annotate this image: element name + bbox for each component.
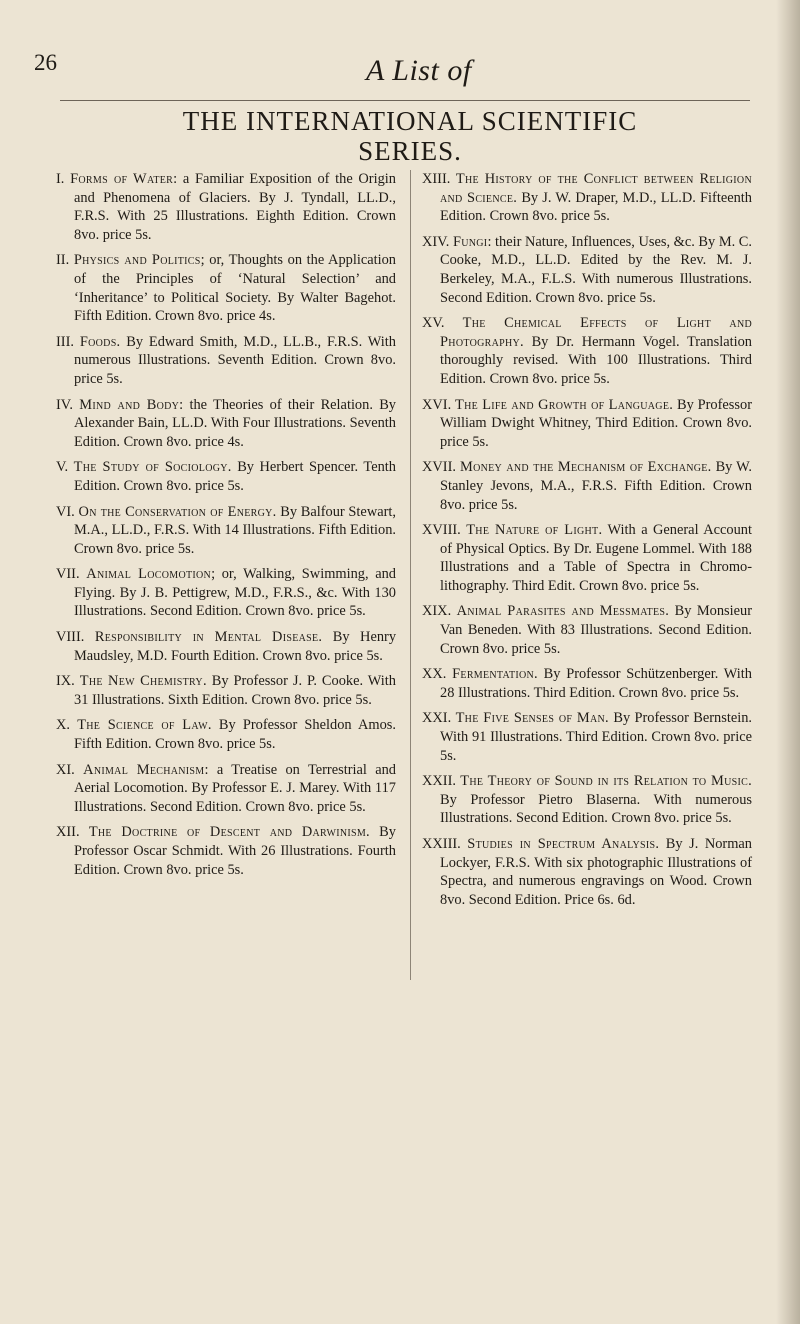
entry-title: Fermentation. (452, 666, 538, 683)
header-rule (60, 100, 750, 101)
entry-title: Forms of Water (70, 171, 174, 187)
entry-description: By Balfour Stewart, M.A., LL.D., F.R.S. With 14 Illustrations. Fifth Edition. Crown 8vo. price 5s. (74, 503, 396, 557)
entry-numeral: VIII. (56, 629, 85, 646)
entry-title: The Chemical Effects of Light and Photography. (440, 315, 752, 350)
entry-title: Foods. (79, 333, 121, 350)
series-entry (422, 396, 752, 452)
series-title-line-1: THE INTERNATIONAL SCIENTIFIC (182, 106, 638, 136)
entry-numeral: XII. (56, 824, 80, 841)
entry-numeral: XXII. (422, 773, 456, 790)
entry-title: The Theory of Sound in its Relation to Music. (460, 773, 752, 790)
entry-title: The New Chemistry. (79, 673, 207, 690)
entry-title: Animal Mechanism (83, 761, 205, 778)
series-entry (422, 170, 752, 226)
entry-numeral: XVII. (422, 459, 456, 476)
series-entry (422, 835, 752, 909)
series-entry (56, 761, 396, 817)
right-column (422, 170, 752, 916)
series-entry (422, 772, 752, 828)
entry-title: Studies in Spectrum Analysis. (467, 836, 660, 852)
series-entry (56, 458, 396, 495)
entry-numeral: XXIII. (422, 836, 461, 852)
entry-numeral: VII. (56, 566, 80, 583)
series-entry (56, 823, 396, 879)
entry-title: Physics and Politics (73, 252, 201, 269)
entry-numeral: IX. (56, 673, 75, 690)
entry-title: The Life and Growth of Language. (455, 396, 674, 413)
entry-numeral: XIII. (422, 171, 451, 187)
series-entry (56, 565, 396, 621)
entry-numeral: I. (56, 171, 65, 187)
entry-title: The History of the Conflict between Religion and Science. (440, 171, 752, 206)
entry-description: By Monsieur Van Beneden. With 83 Illustrations. Second Edition. Crown 8vo. price 5s. (440, 603, 752, 657)
entry-description: : the Theories of their Relation. By Alexander Bain, LL.D. With Four Illustrations. Seventh Edition. Crown 8vo. price 4s. (74, 396, 396, 450)
entry-title: Animal Locomotion (86, 566, 212, 583)
series-entry (56, 716, 396, 753)
entry-description: By Professor Schützenberger. With 28 Illustrations. Third Edition. Crown 8vo. price 5s. (440, 666, 752, 701)
entry-description: By Henry Maudsley, M.D. Fourth Edition. Crown 8vo. price 5s. (74, 629, 397, 664)
entry-description: By J. Norman Lockyer, F.R.S. With six photographic Illustrations of Spectra, and numerous engravings on Wood. Crown 8vo. Second Edition. Price 6s. 6d. (440, 836, 752, 908)
entry-numeral: XV. (422, 315, 445, 332)
series-title-line-2: SERIES. (358, 136, 462, 166)
entry-description: By Professor Bernstein. With 91 Illustrations. Third Edition. Crown 8vo. price 5s. (440, 710, 753, 764)
series-entry (422, 709, 752, 765)
entry-numeral: XVI. (422, 396, 452, 413)
entry-title: Animal Parasites and Messmates. (456, 603, 670, 620)
entry-title: On the Conservation of Energy. (78, 503, 277, 520)
page-number: 26 (34, 50, 57, 75)
entry-title: Mind and Body (79, 396, 180, 413)
entry-numeral: V. (56, 459, 69, 476)
entry-numeral: III. (56, 333, 74, 350)
series-entry (56, 333, 396, 389)
entry-description: By W. Stanley Jevons, M.A., F.R.S. Fifth Edition. Crown 8vo. price 5s. (440, 459, 752, 513)
entry-title: The Doctrine of Descent and Darwinism. (88, 824, 370, 841)
entry-description: : a Familiar Exposition of the Origin and Phenomena of Glaciers. By J. Tyndall, LL.D., F.R.S. With 25 Illustrations. Eighth Edition. Crown 8vo. price 5s. (74, 171, 396, 243)
entry-numeral: IV. (56, 396, 73, 413)
entry-description: ; or, Walking, Swimming, and Flying. By J. B. Pettigrew, M.D., F.R.S., &c. With 130 Illustrations. Second Edition. Crown 8vo. price 5s. (74, 566, 396, 620)
entry-description: By Herbert Spencer. Tenth Edition. Crown 8vo. price 5s. (74, 459, 396, 494)
entry-title: The Study of Sociology. (73, 459, 232, 476)
series-entry (422, 665, 752, 702)
series-entry (56, 503, 396, 559)
series-entry (56, 628, 396, 665)
entry-title: Fungi (452, 233, 488, 250)
series-entry (422, 602, 752, 658)
entry-description: By Professor Oscar Schmidt. With 26 Illustrations. Fourth Edition. Crown 8vo. price 5s. (74, 824, 396, 878)
entry-description: ; or, Thoughts on the Application of the Principles of ‘Natural Selection’ and ‘Inheritance’ to Political Society. By Walter Bagehot. Fifth Edition. Crown 8vo. price 4s. (74, 252, 396, 325)
series-entry (422, 521, 752, 595)
entry-numeral: XX. (422, 666, 447, 683)
entry-description: By Professor Pietro Blaserna. With numerous Illustrations. Second Edition. Crown 8vo. price 5s. (440, 791, 752, 827)
entry-description: By J. W. Draper, M.D., LL.D. Fifteenth Edition. Crown 8vo. price 5s. (440, 189, 752, 225)
series-entry (56, 251, 396, 325)
entry-numeral: XXI. (422, 710, 452, 727)
entry-numeral: XIX. (422, 603, 452, 620)
entry-description: By Edward Smith, M.D., LL.B., F.R.S. With numerous Illustrations. Seventh Edition. Crown 8vo. price 5s. (74, 333, 396, 387)
entry-title: The Nature of Light. (466, 522, 603, 539)
entry-numeral: VI. (56, 503, 75, 520)
entry-description: With a General Account of Physical Optics. By Dr. Eugene Lommel. With 188 Illustrations and a Table of Spectra in Chromo-lithography. Third Edit. Crown 8vo. price 5s. (440, 522, 752, 594)
left-column (56, 170, 396, 886)
series-title (40, 106, 780, 166)
entry-description: By Professor Sheldon Amos. Fifth Edition. Crown 8vo. price 5s. (74, 717, 396, 753)
entry-numeral: XI. (56, 761, 75, 778)
series-entry (56, 672, 396, 709)
series-entry (422, 314, 752, 388)
series-entry (422, 233, 752, 307)
entry-numeral: X. (56, 717, 70, 734)
entry-title: The Science of Law. (77, 717, 212, 734)
column-divider (410, 170, 411, 980)
entry-title: Money and the Mechanism of Exchange. (459, 459, 712, 476)
entry-description: By Professor William Dwight Whitney, Third Edition. Crown 8vo. price 5s. (440, 396, 752, 450)
series-entry (56, 396, 396, 452)
page-header (34, 50, 754, 106)
series-entry (422, 458, 752, 514)
entry-numeral: XIV. (422, 233, 450, 250)
series-entry (56, 170, 396, 244)
running-head: A List of (366, 54, 472, 87)
entry-title: The Five Senses of Man. (455, 710, 609, 727)
entry-description: : a Treatise on Terrestrial and Aerial Locomotion. By Professor E. J. Marey. With 117 Illustrations. Second Edition. Crown 8vo. price 5s. (74, 761, 396, 815)
entry-numeral: II. (56, 252, 70, 269)
entry-description: By Professor J. P. Cooke. With 31 Illustrations. Sixth Edition. Crown 8vo. price 5s. (74, 673, 396, 708)
entry-description: By Dr. Hermann Vogel. Translation thoroughly revised. With 100 Illustrations. Third Edition. Crown 8vo. price 5s. (440, 333, 752, 387)
entry-numeral: XVIII. (422, 522, 461, 539)
entry-title: Responsibility in Mental Disease. (94, 629, 323, 646)
entry-description: : their Nature, Influences, Uses, &c. By M. C. Cooke, M.D., LL.D. Edited by the Rev. M. J. Berkeley, M.A., F.L.S. With numerous Illustrations. Second Edition. Crown 8vo. price 5s. (440, 233, 753, 306)
page-edge-shadow (776, 0, 800, 1324)
